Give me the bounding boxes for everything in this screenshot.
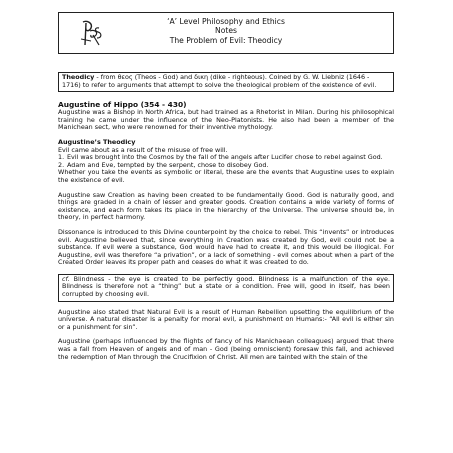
cf-text: Blindness - the eye is created to be perfectly good. Blindness is a malfunction of the eye. Blindness is therefore not a “thing” but a state or a condition. Free will, good in itself, has been corrupted by choosing evil. xyxy=(62,274,390,299)
theodicy-intro: Evil came about as a result of the misuse of free will. xyxy=(58,145,228,154)
document-page xyxy=(58,12,394,368)
header-notes: Notes xyxy=(215,26,237,36)
definition-term: Theodicy xyxy=(62,73,95,81)
section-heading-theodicy: Augustine’s Theodicy xyxy=(58,137,136,146)
definition-text: - from θεος (Theos - God) and δικη (dike - righteous). Coined by G. W. Liebniz (1646 - 1716) to refer to arguments that attempt to solve the theological problem of the existence of evil. xyxy=(62,73,377,89)
augustine-bio: Augustine was a Bishop in North Africa, but had trained as a Rhetorist in Milan. During his philosophical training he came under the influence of the Neo-Platonists. He also had been a member of the Manichean sect, who were renowned for their inventive mythology. xyxy=(58,108,394,132)
theodicy-list xyxy=(58,154,394,169)
theodicy-after: Whether you take the events as symbolic or literal, these are the events that Augustine uses to explain the existence of evil. xyxy=(58,168,394,184)
section-heading-augustine: Augustine of Hippo (354 - 430) xyxy=(58,100,187,110)
header-topic: The Problem of Evil: Theodicy xyxy=(169,35,283,45)
paragraph-dissonance: Dissonance is introduced to this Divine counterpoint by the choice to rebel. This “invents” or introduces evil. Augustine believed that, since everything in Creation was created by God, evil could not be a substance. If evil were a substance, God would have had to create it, and this would be illogical. For Augustine, evil was therefore “a privation”, or a lack of something - evil comes about when a part of the Created Order leaves its proper path and ceases do what it was created to do. xyxy=(58,227,394,267)
title-box xyxy=(58,12,394,54)
paragraph-fall: Augustine (perhaps influenced by the flights of fancy of his Manichaean colleagues) argued that there was a fall from Heaven of angels and of man - God (being omniscient) foresaw this fall, and achieved the redemption of Man through the Crucifixion of Christ. All men are tainted with the stain of the xyxy=(58,337,394,361)
definition-box xyxy=(58,72,394,92)
header-course: ‘A’ Level Philosophy and Ethics xyxy=(167,17,285,26)
list-item: 2. Adam and Eve, tempted by the serpent, chose to disobey God. xyxy=(58,160,269,169)
paragraph-creation: Augustine saw Creation as having been created to be fundamentally Good. God is naturally good, and things are graded in a chain of lesser and greater goods. Creation contains a wide variety of forms of existence, and each form takes its place in the hierarchy of the Universe. The universe should be, in theory, in perfect harmony. xyxy=(58,190,394,222)
blindness-box xyxy=(58,274,394,302)
cf-lead: cf. xyxy=(62,274,70,283)
list-item: 1. Evil was brought into the Cosmos by the fall of the angels after Lucifer chose to rebel against God. xyxy=(58,153,383,162)
paragraph-natural-evil: Augustine also stated that Natural Evil is a result of Human Rebellion upsetting the equilibrium of the universe. A natural disaster is a penalty for moral evil, a punishment on Humans:- “All evil is either sin or a punishment for sin”. xyxy=(58,307,394,331)
